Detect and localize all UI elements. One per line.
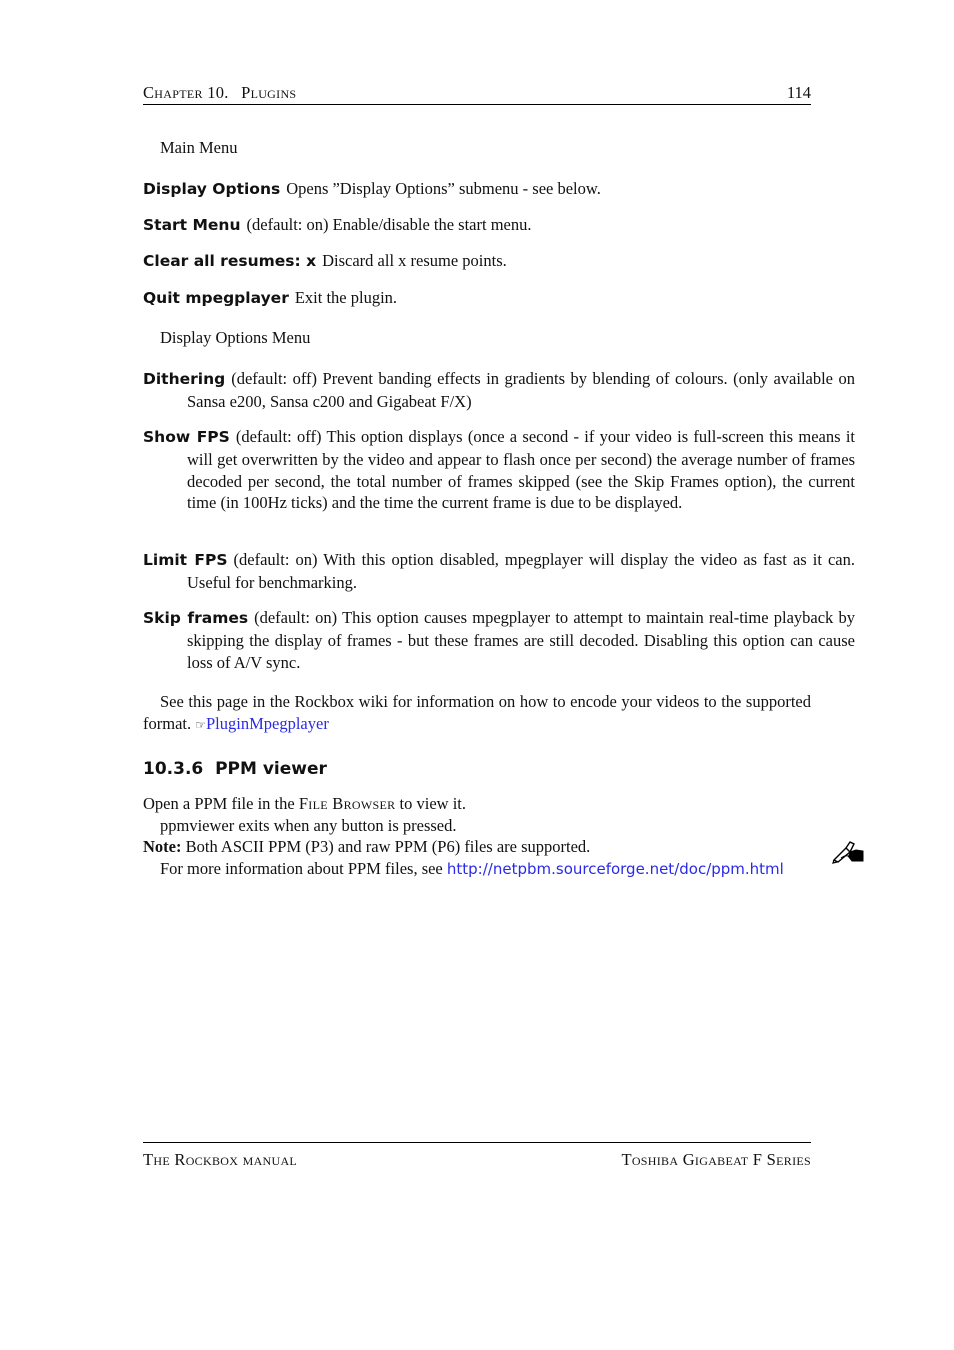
menu-item-quit [143,287,811,310]
menu-item-clear-resumes [143,250,811,273]
section-heading [143,759,327,779]
menu-item-display-options [143,178,811,201]
netpbm-link[interactable]: http://netpbm.sourceforge.net/doc/ppm.html [446,860,784,878]
running-head [143,82,296,104]
wiki-paragraph [143,691,811,737]
file-browser-label: File Browser [298,794,396,813]
note-label: Note: [143,837,182,856]
item-term: Quit mpegplayer [143,289,289,307]
pointing-hand-icon: ☞ [195,717,206,732]
more-info-text: For more information about PPM files, see [160,859,443,878]
footer-left: The Rockbox manual [143,1150,298,1169]
note-text: Both ASCII PPM (P3) and raw PPM (P6) files are supported. [185,837,591,856]
menu-item-start-menu [143,214,811,237]
main-menu-heading: Main Menu [160,138,238,157]
item-desc: (default: on) Enable/disable the start menu. [246,215,532,234]
display-item-skip-frames [143,607,855,673]
item-term: Start Menu [143,216,241,234]
item-term: Display Options [143,180,281,198]
display-item-limit-fps [143,549,855,594]
display-item-show-fps [143,426,855,514]
item-term: Show FPS [143,428,230,446]
more-info-paragraph [143,858,811,881]
note-line [143,836,811,858]
section-title: PPM viewer [215,759,327,779]
item-desc: Exit the plugin. [294,288,398,307]
item-desc: (default: on) With this option disabled, mpegplayer will display the video as fast as it can. Useful for benchmarking. [187,550,855,592]
wiki-text: See this page in the Rockbox wiki for information on how to encode your videos to the supported format. [143,692,811,733]
display-item-dithering [143,368,855,413]
section-number: 10.3.6 [143,759,204,779]
writing-hand-icon [832,838,866,864]
plugin-mpegplayer-link[interactable]: PluginMpegplayer [206,713,329,733]
ppm-line-1: Open a PPM file in the File Browser to view it. [143,794,466,813]
item-desc: (default: off) This option displays (once a second - if your video is full-screen this means it will get overwritten by the video and appear to flash once per second) the average number of frames decoded per second, the total number of frames skipped (see the Skip Frames option), the current time (in 100Hz ticks) and the time the current frame is due to be displayed. [187,427,855,513]
item-term: Clear all resumes: x [143,252,317,270]
item-desc: Opens ”Display Options” submenu - see below. [286,179,601,198]
page-header [143,82,811,105]
item-desc: (default: on) This option causes mpegplayer to attempt to maintain real-time playback by skipping the display of frames - but these frames are still decoded. Disabling this option can cause loss of A/V sync. [187,608,855,672]
item-term: Skip frames [143,609,249,627]
ppm-line-2: ppmviewer exits when any button is pressed. [160,816,457,835]
item-term: Dithering [143,370,226,388]
footer-right: Toshiba Gigabeat F Series [621,1150,811,1169]
display-menu-heading: Display Options Menu [160,328,311,347]
item-term: Limit FPS [143,551,228,569]
item-desc: (default: off) Prevent banding effects in gradients by blending of colours. (only available on Sansa e200, Sansa c200 and Gigabeat F/X) [187,369,855,411]
chapter-label: Chapter 10. [143,83,229,102]
page-number: 114 [786,83,811,102]
chapter-title: Plugins [241,83,297,102]
item-desc: Discard all x resume points. [322,251,507,270]
page-footer [143,1142,811,1169]
